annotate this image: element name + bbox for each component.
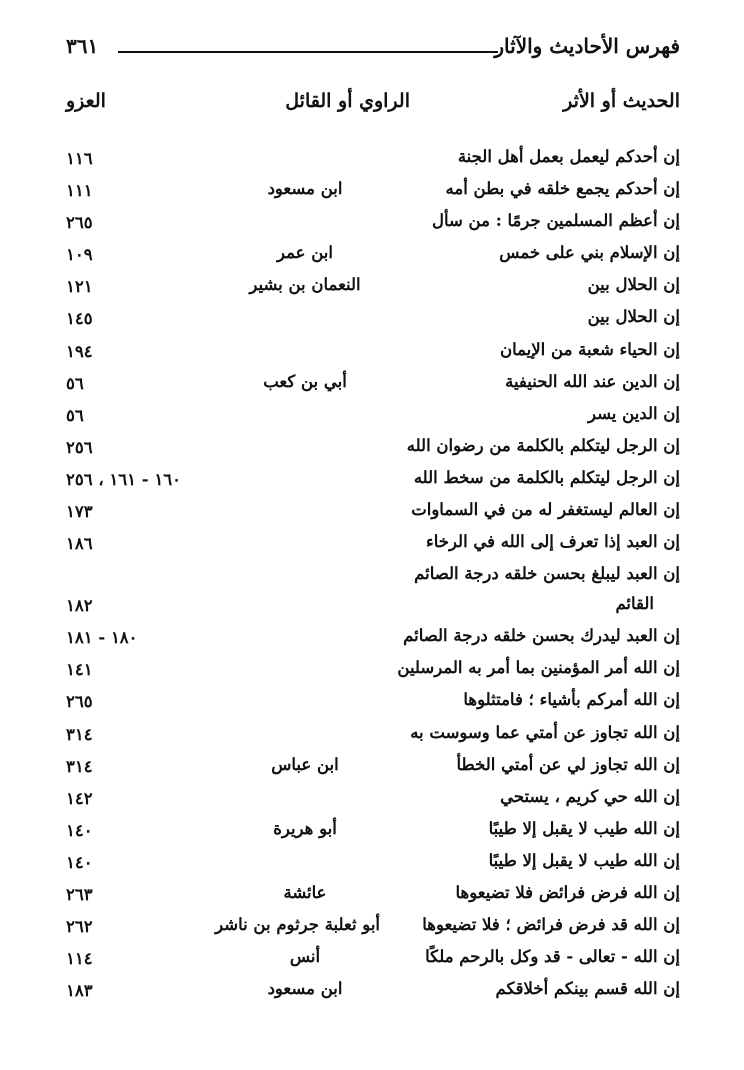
narrator: أنس bbox=[289, 947, 321, 967]
hadith-text: إن الحلال بين bbox=[587, 307, 680, 327]
table-row bbox=[66, 910, 680, 942]
page-reference: ١٠٩ bbox=[66, 245, 93, 265]
page-reference: ١٤٥ bbox=[66, 309, 93, 329]
hadith-text: إن العبد إذا تعرف إلى الله في الرخاء bbox=[425, 532, 680, 552]
page-reference: ٣١٤ bbox=[66, 756, 93, 776]
page-reference: ١١٤ bbox=[66, 949, 93, 969]
page-reference: ١٢١ bbox=[66, 277, 93, 297]
page-reference: ٥٦ bbox=[66, 405, 84, 425]
column-header-narrator: الراوي أو القائل bbox=[285, 90, 410, 112]
hadith-text: إن الحياء شعبة من الإيمان bbox=[500, 339, 680, 359]
table-row bbox=[66, 718, 680, 750]
page-reference: ٢٦٢ bbox=[66, 917, 93, 937]
page-reference: ٢٦٣ bbox=[66, 884, 93, 904]
hadith-text: إن الله - تعالى - قد وكل بالرحم ملكًا bbox=[425, 947, 680, 967]
hadith-text: إن الرجل ليتكلم بالكلمة من سخط الله bbox=[413, 467, 680, 487]
table-row bbox=[66, 621, 680, 653]
table-row bbox=[66, 653, 680, 685]
table-row bbox=[66, 302, 680, 334]
table-row bbox=[66, 942, 680, 974]
page-reference: ١٩٤ bbox=[66, 341, 93, 361]
page-reference: ١٤٠ bbox=[66, 820, 93, 840]
page-reference: ١٨٢ bbox=[66, 596, 93, 616]
header-rule bbox=[118, 51, 498, 53]
table-row bbox=[66, 335, 680, 367]
narrator: أبي بن كعب bbox=[263, 371, 347, 391]
page-reference: ١٧٣ bbox=[66, 502, 93, 522]
page-reference: ٥٦ bbox=[66, 373, 84, 393]
page-reference: ٢٦٥ bbox=[66, 213, 93, 233]
hadith-text: إن الله أمر المؤمنين بما أمر به المرسلين bbox=[397, 658, 680, 678]
hadith-text: إن الله حي كريم ، يستحي bbox=[500, 786, 680, 806]
table-row bbox=[66, 431, 680, 463]
page-reference: ١٨٦ bbox=[66, 534, 93, 554]
hadith-text: إن الرجل ليتكلم بالكلمة من رضوان الله bbox=[406, 435, 680, 455]
header-title: فهرس الأحاديث والآثار bbox=[494, 34, 680, 58]
page-reference: ١١١ bbox=[66, 181, 93, 201]
table-row bbox=[66, 206, 680, 238]
hadith-text: إن الله طيب لا يقبل إلا طيبًا bbox=[488, 818, 680, 838]
hadith-text: إن أعظم المسلمين جرمًا : من سأل bbox=[431, 211, 680, 231]
narrator: أبو هريرة bbox=[273, 818, 337, 838]
hadith-text: إن الحلال بين bbox=[587, 275, 680, 295]
page-reference: ٢٦٥ bbox=[66, 692, 93, 712]
table-row bbox=[66, 495, 680, 527]
column-headers bbox=[66, 90, 680, 122]
table-row bbox=[66, 367, 680, 399]
hadith-text-continuation: القائم bbox=[615, 594, 654, 614]
hadith-text: إن الله قد فرض فرائض ؛ فلا تضيعوها bbox=[422, 915, 680, 935]
hadith-text: إن العبد ليدرك بحسن خلقه درجة الصائم bbox=[403, 626, 680, 646]
narrator: ابن مسعود bbox=[267, 979, 343, 999]
page-reference: ١٤١ bbox=[66, 660, 93, 680]
page-reference: ١٨٠ - ١٨١ bbox=[66, 628, 138, 648]
page-reference: ١١٦ bbox=[66, 149, 93, 168]
running-header bbox=[66, 30, 680, 64]
table-row bbox=[66, 463, 680, 495]
table-row bbox=[66, 846, 680, 878]
table-row bbox=[66, 270, 680, 302]
hadith-text: إن الإسلام بني على خمس bbox=[499, 243, 680, 263]
page-reference: ١٦٠ - ١٦١ ، ٢٥٦ bbox=[66, 469, 181, 489]
hadith-text: إن أحدكم ليعمل بعمل أهل الجنة bbox=[457, 147, 680, 166]
narrator: أبو ثعلبة جرثوم بن ناشر bbox=[215, 915, 380, 935]
narrator: ابن عمر bbox=[277, 243, 333, 263]
hadith-text: إن أحدكم يجمع خلقه في بطن أمه bbox=[445, 179, 680, 199]
page-reference: ١٨٣ bbox=[66, 981, 93, 1001]
index-table bbox=[66, 142, 680, 1006]
hadith-text: إن الدين عند الله الحنيفية bbox=[505, 371, 680, 391]
table-row bbox=[66, 782, 680, 814]
table-row bbox=[66, 559, 680, 621]
column-header-reference: العزو bbox=[66, 90, 106, 112]
hadith-text: إن الله طيب لا يقبل إلا طيبًا bbox=[488, 850, 680, 870]
table-row bbox=[66, 238, 680, 270]
page-reference: ١٤٢ bbox=[66, 788, 93, 808]
hadith-text: إن الله قسم بينكم أخلاقكم bbox=[495, 979, 680, 999]
hadith-text: إن الدين يسر bbox=[587, 403, 680, 423]
page-reference: ٣١٤ bbox=[66, 724, 93, 744]
table-row bbox=[66, 750, 680, 782]
table-row bbox=[66, 878, 680, 910]
table-row bbox=[66, 974, 680, 1006]
table-row bbox=[66, 527, 680, 559]
narrator: ابن عباس bbox=[271, 754, 339, 774]
page-reference: ٢٥٦ bbox=[66, 437, 93, 457]
table-row bbox=[66, 399, 680, 431]
narrator: ابن مسعود bbox=[267, 179, 343, 199]
page-reference: ١٤٠ bbox=[66, 852, 93, 872]
hadith-text: إن الله أمركم بأشياء ؛ فامتثلوها bbox=[463, 690, 680, 710]
hadith-text: إن الله فرض فرائض فلا تضيعوها bbox=[455, 882, 680, 902]
table-row bbox=[66, 814, 680, 846]
hadith-text: إن الله تجاوز لي عن أمتي الخطأ bbox=[456, 754, 680, 774]
narrator: النعمان بن بشير bbox=[249, 275, 361, 295]
hadith-text: إن العبد ليبلغ بحسن خلقه درجة الصائم bbox=[414, 564, 680, 584]
table-row bbox=[66, 685, 680, 717]
hadith-text: إن الله تجاوز عن أمتي عما وسوست به bbox=[410, 722, 680, 742]
hadith-text: إن العالم ليستغفر له من في السماوات bbox=[411, 500, 680, 520]
narrator: عائشة bbox=[283, 882, 327, 902]
table-row bbox=[66, 142, 680, 174]
table-row bbox=[66, 174, 680, 206]
page-number: ٣٦١ bbox=[66, 34, 99, 58]
column-header-hadith: الحديث أو الأثر bbox=[563, 90, 680, 112]
